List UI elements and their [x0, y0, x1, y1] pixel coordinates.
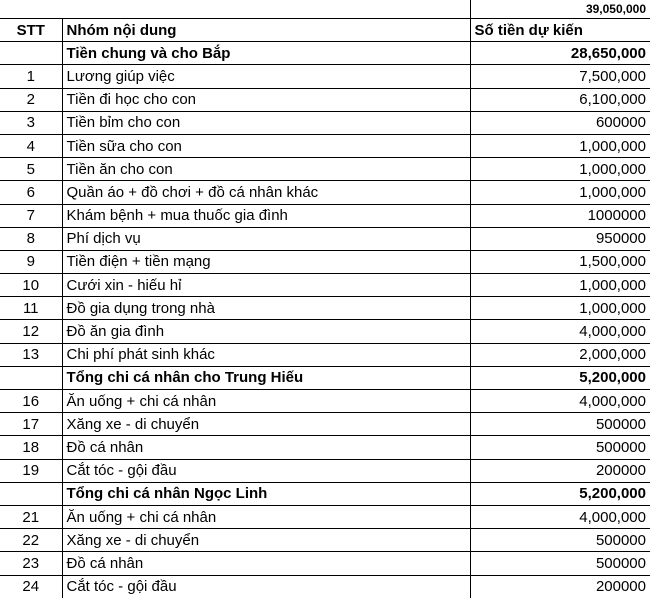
blank-cell[interactable]	[0, 0, 62, 19]
amount-cell[interactable]: 1,000,000	[470, 134, 650, 157]
amount-cell[interactable]: 4,000,000	[470, 320, 650, 343]
table-row	[0, 320, 650, 343]
content-cell[interactable]: Lương giúp việc	[62, 65, 470, 88]
amount-cell[interactable]: 500000	[470, 552, 650, 575]
stt-cell[interactable]	[0, 482, 62, 505]
table-row	[0, 552, 650, 575]
amount-cell[interactable]: 200000	[470, 459, 650, 482]
stt-cell[interactable]: 12	[0, 320, 62, 343]
stt-cell[interactable]: 9	[0, 250, 62, 273]
stt-cell[interactable]: 3	[0, 111, 62, 134]
content-cell[interactable]: Cưới xin - hiếu hỉ	[62, 274, 470, 297]
amount-cell[interactable]: 200000	[470, 575, 650, 598]
stt-cell[interactable]: 22	[0, 529, 62, 552]
blank-cell[interactable]	[62, 0, 470, 19]
amount-cell[interactable]: 1,000,000	[470, 181, 650, 204]
content-cell[interactable]: Tiền điện + tiền mạng	[62, 250, 470, 273]
amount-cell[interactable]: 5,200,000	[470, 482, 650, 505]
stt-cell[interactable]: 13	[0, 343, 62, 366]
amount-cell[interactable]: 6,100,000	[470, 88, 650, 111]
content-cell[interactable]: Tổng chi cá nhân Ngọc Linh	[62, 482, 470, 505]
stt-cell[interactable]: 24	[0, 575, 62, 598]
group-row	[0, 42, 650, 65]
header-amount[interactable]: Số tiền dự kiến	[470, 19, 650, 42]
amount-cell[interactable]: 1,500,000	[470, 250, 650, 273]
header-row	[0, 19, 650, 42]
table-row	[0, 436, 650, 459]
amount-cell[interactable]: 28,650,000	[470, 42, 650, 65]
content-cell[interactable]: Xăng xe - di chuyển	[62, 413, 470, 436]
grand-total-row	[0, 0, 650, 19]
stt-cell[interactable]: 11	[0, 297, 62, 320]
stt-cell[interactable]: 6	[0, 181, 62, 204]
table-row	[0, 413, 650, 436]
amount-cell[interactable]: 4,000,000	[470, 390, 650, 413]
content-cell[interactable]: Tổng chi cá nhân cho Trung Hiếu	[62, 366, 470, 389]
amount-cell[interactable]: 2,000,000	[470, 343, 650, 366]
stt-cell[interactable]: 21	[0, 505, 62, 528]
content-cell[interactable]: Đồ ăn gia đình	[62, 320, 470, 343]
stt-cell[interactable]: 8	[0, 227, 62, 250]
content-cell[interactable]: Cắt tóc - gội đầu	[62, 459, 470, 482]
stt-cell[interactable]: 10	[0, 274, 62, 297]
amount-cell[interactable]: 950000	[470, 227, 650, 250]
stt-cell[interactable]: 17	[0, 413, 62, 436]
table-row	[0, 459, 650, 482]
grand-total-cell[interactable]: 39,050,000	[470, 0, 650, 19]
stt-cell[interactable]: 16	[0, 390, 62, 413]
stt-cell[interactable]: 1	[0, 65, 62, 88]
content-cell[interactable]: Chi phí phát sinh khác	[62, 343, 470, 366]
table-row	[0, 390, 650, 413]
content-cell[interactable]: Ăn uống + chi cá nhân	[62, 505, 470, 528]
content-cell[interactable]: Phí dịch vụ	[62, 227, 470, 250]
stt-cell[interactable]: 19	[0, 459, 62, 482]
table-row	[0, 274, 650, 297]
table-row	[0, 88, 650, 111]
content-cell[interactable]: Cắt tóc - gội đầu	[62, 575, 470, 598]
content-cell[interactable]: Tiền bỉm cho con	[62, 111, 470, 134]
amount-cell[interactable]: 500000	[470, 413, 650, 436]
stt-cell[interactable]: 18	[0, 436, 62, 459]
content-cell[interactable]: Quần áo + đồ chơi + đồ cá nhân khác	[62, 181, 470, 204]
table-row	[0, 343, 650, 366]
content-cell[interactable]: Tiền sữa cho con	[62, 134, 470, 157]
stt-cell[interactable]: 2	[0, 88, 62, 111]
amount-cell[interactable]: 500000	[470, 436, 650, 459]
amount-cell[interactable]: 1,000,000	[470, 274, 650, 297]
content-cell[interactable]: Tiền đi học cho con	[62, 88, 470, 111]
header-group[interactable]: Nhóm nội dung	[62, 19, 470, 42]
content-cell[interactable]: Tiền ăn cho con	[62, 158, 470, 181]
table-row	[0, 250, 650, 273]
amount-cell[interactable]: 1000000	[470, 204, 650, 227]
table-row	[0, 575, 650, 598]
stt-cell[interactable]	[0, 42, 62, 65]
amount-cell[interactable]: 1,000,000	[470, 158, 650, 181]
table-row	[0, 181, 650, 204]
table-row	[0, 529, 650, 552]
content-cell[interactable]: Đồ gia dụng trong nhà	[62, 297, 470, 320]
content-cell[interactable]: Ăn uống + chi cá nhân	[62, 390, 470, 413]
table-row	[0, 65, 650, 88]
content-cell[interactable]: Đồ cá nhân	[62, 436, 470, 459]
amount-cell[interactable]: 1,000,000	[470, 297, 650, 320]
stt-cell[interactable]	[0, 366, 62, 389]
stt-cell[interactable]: 4	[0, 134, 62, 157]
table-row	[0, 297, 650, 320]
amount-cell[interactable]: 5,200,000	[470, 366, 650, 389]
table-row	[0, 134, 650, 157]
amount-cell[interactable]: 7,500,000	[470, 65, 650, 88]
amount-cell[interactable]: 4,000,000	[470, 505, 650, 528]
table-row	[0, 158, 650, 181]
table-row	[0, 111, 650, 134]
amount-cell[interactable]: 500000	[470, 529, 650, 552]
table-row	[0, 505, 650, 528]
stt-cell[interactable]: 7	[0, 204, 62, 227]
amount-cell[interactable]: 600000	[470, 111, 650, 134]
group-row	[0, 482, 650, 505]
table-row	[0, 204, 650, 227]
stt-cell[interactable]: 23	[0, 552, 62, 575]
group-row	[0, 366, 650, 389]
content-cell[interactable]: Khám bệnh + mua thuốc gia đình	[62, 204, 470, 227]
table-row	[0, 227, 650, 250]
content-cell[interactable]: Xăng xe - di chuyển	[62, 529, 470, 552]
content-cell[interactable]: Tiền chung và cho Bắp	[62, 42, 470, 65]
content-cell[interactable]: Đồ cá nhân	[62, 552, 470, 575]
header-stt[interactable]: STT	[0, 19, 62, 42]
stt-cell[interactable]: 5	[0, 158, 62, 181]
